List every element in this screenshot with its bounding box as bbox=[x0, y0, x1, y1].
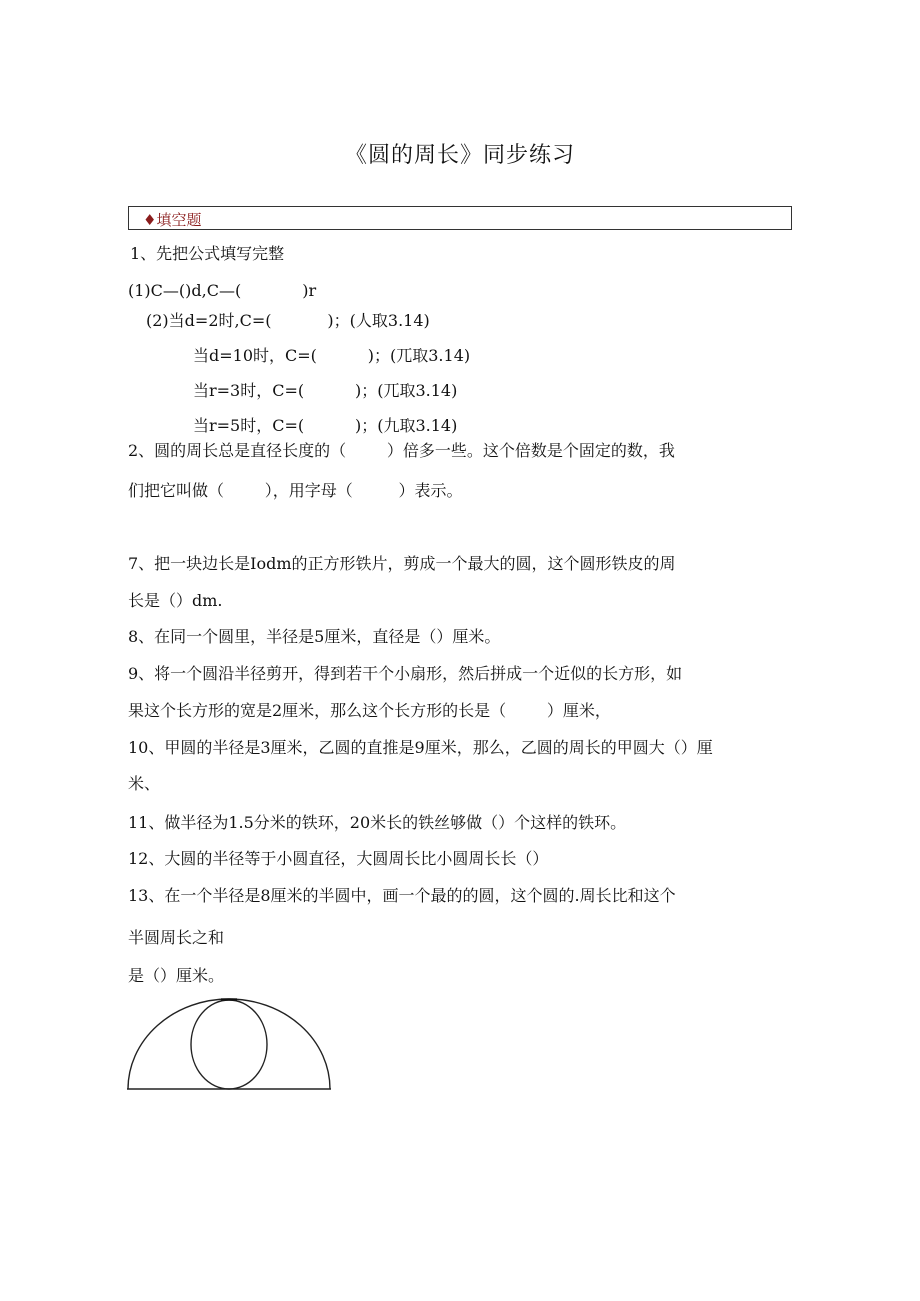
q10-line2: 米、 bbox=[128, 774, 161, 793]
page-title: 《圆的周长》同步练习 bbox=[344, 143, 575, 168]
q1-sub1: 当d=10时，C=( )；(兀取3.14) bbox=[193, 346, 471, 365]
q11-line1: 11、做半径为1.5分米的铁环，20米长的铁丝够做（）个这样的铁环。 bbox=[128, 813, 627, 832]
q1-sub3: 当r=5时，C=( )；(九取3.14) bbox=[193, 416, 458, 435]
semicircle-arc bbox=[128, 999, 330, 1089]
semicircle-with-inscribed-circle-figure bbox=[124, 992, 336, 1096]
q2-line2: 们把它叫做（ ），用字母（ ）表示。 bbox=[128, 481, 463, 500]
q2-line1: 2、圆的周长总是直径长度的（ ）倍多一些。这个倍数是个固定的数，我 bbox=[128, 441, 675, 460]
q7-line2: 长是（）dm. bbox=[128, 591, 223, 610]
q7-line1: 7、把一块边长是Iodm的正方形铁片，剪成一个最大的圆，这个圆形铁皮的周 bbox=[128, 554, 676, 573]
q1-part1: (1)C—()d,C—( )r bbox=[128, 281, 317, 300]
q9-line2: 果这个长方形的宽是2厘米，那么这个长方形的长是（ ）厘米， bbox=[128, 701, 611, 720]
q13-line1: 13、在一个半径是8厘米的半圆中，画一个最的的圆，这个圆的.周长比和这个 bbox=[128, 886, 676, 905]
section-header-fill-in-blank bbox=[128, 206, 792, 230]
section-label: ♦填空题 bbox=[143, 211, 202, 229]
q8-line1: 8、在同一个圆里，半径是5厘米，直径是（）厘米。 bbox=[128, 627, 501, 646]
q1-heading: 1、先把公式填写完整 bbox=[130, 244, 285, 263]
q13-line2: 半圆周长之和 bbox=[128, 928, 225, 947]
inscribed-circle bbox=[191, 1000, 267, 1089]
q1-sub2: 当r=3时，C=( )；(兀取3.14) bbox=[193, 381, 458, 400]
q9-line1: 9、将一个圆沿半径剪开，得到若干个小扇形，然后拼成一个近似的长方形，如 bbox=[128, 664, 683, 683]
q10-line1: 10、甲圆的半径是3厘米，乙圆的直推是9厘米，那么，乙圆的周长的甲圆大（）厘 bbox=[128, 738, 713, 757]
q1-part2: (2)当d=2时,C=( )；(人取3.14) bbox=[146, 311, 430, 330]
q13-line3: 是（）厘米。 bbox=[128, 966, 225, 985]
q12-line1: 12、大圆的半径等于小圆直径，大圆周长比小圆周长长（） bbox=[128, 849, 549, 868]
